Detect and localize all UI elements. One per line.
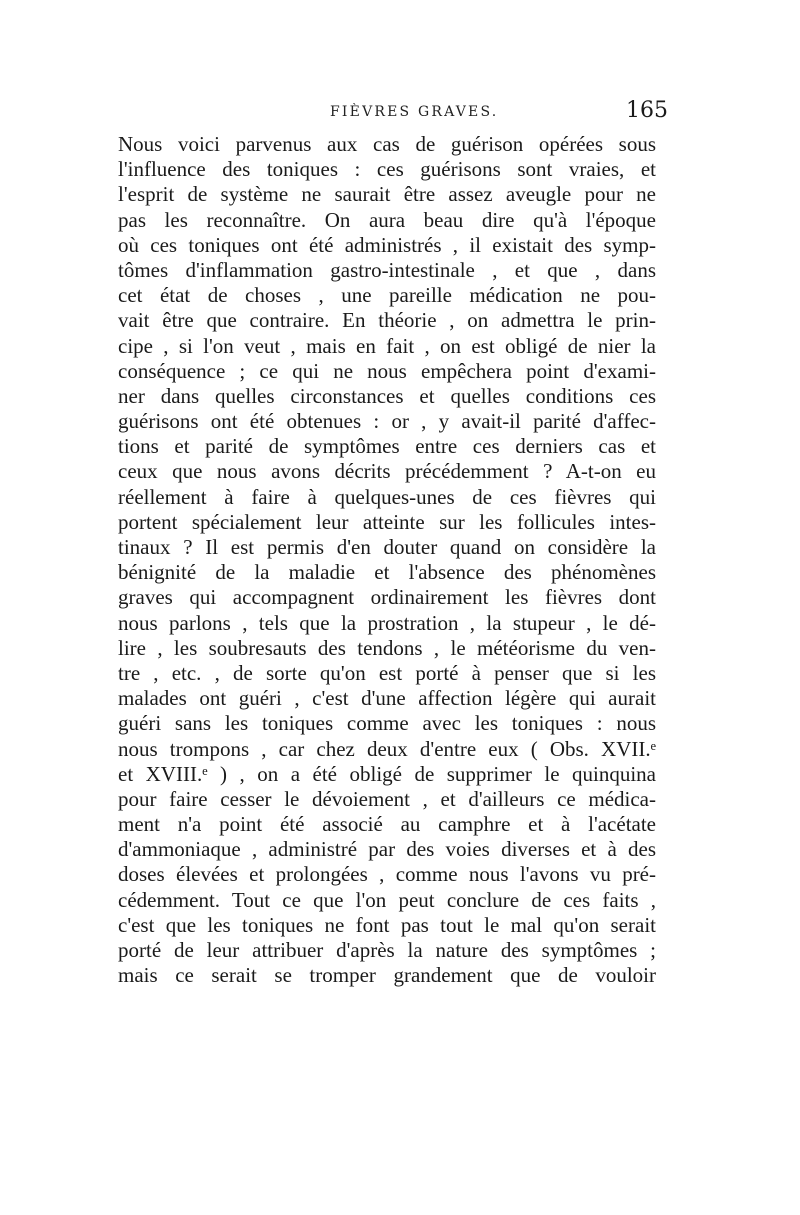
text-line: guérisons ont été obtenues : or , y avait-il parité d'affec- [118, 409, 656, 434]
text-line: pour faire cesser le dévoiement , et d'ailleurs ce médica- [118, 786, 656, 811]
text-line: vait être que contraire. En théorie , on admettra le prin- [118, 308, 656, 333]
text-line: conséquence ; ce qui ne nous empêchera point d'exami- [118, 358, 656, 383]
text-line: tômes d'inflammation gastro-intestinale , et que , dans [118, 257, 656, 282]
text-line: bénignité de la maladie et l'absence des phénomènes [118, 560, 656, 585]
text-line: tinaux ? Il est permis d'en douter quand on considère la [118, 535, 656, 559]
text-line: l'influence des toniques : ces guérisons sont vraies, et [118, 157, 656, 182]
text-line: cipe , si l'on veut , mais en fait , on est obligé de nier la [118, 333, 656, 358]
text-line: cet état de choses , une pareille médication ne pou- [118, 283, 656, 308]
text-line: mais ce serait se tromper grandement que de vouloir [118, 963, 656, 988]
page-number: 165 [626, 98, 668, 123]
body-text [118, 132, 656, 988]
text-line: c'est que les toniques ne font pas tout le mal qu'on serait [118, 912, 656, 937]
text-line: ner dans quelles circonstances et quelles conditions ces [118, 383, 656, 408]
text-line: nous parlons , tels que la prostration , la stupeur , le dé- [118, 610, 656, 635]
running-title: FIÈVRES GRAVES. [330, 104, 499, 120]
text-line: guéri sans les toniques comme avec les toniques : nous [118, 711, 656, 736]
text-line: nous trompons , car chez deux d'entre eux ( Obs. XVII.ᵉ [118, 736, 656, 761]
text-line: ment n'a point été associé au camphre et à l'acétate [118, 812, 656, 837]
text-line: réellement à faire à quelques-unes de ces fièvres qui [118, 484, 656, 509]
text-line: tre , etc. , de sorte qu'on est porté à penser que si les [118, 660, 656, 685]
text-line: et XVIII.ᵉ ) , on a été obligé de supprimer le quinquina [118, 761, 656, 786]
text-line: tions et parité de symptômes entre ces derniers cas et [118, 434, 656, 459]
text-line: doses élevées et prolongées , comme nous l'avons vu pré- [118, 862, 656, 887]
text-line: malades ont guéri , c'est d'une affection légère qui aurait [118, 686, 656, 711]
text-line: d'ammoniaque , administré par des voies diverses et à des [118, 837, 656, 862]
text-line: cédemment. Tout ce que l'on peut conclure de ces faits , [118, 887, 656, 912]
text-line: graves qui accompagnent ordinairement les fièvres dont [118, 585, 656, 610]
text-line: l'esprit de système ne saurait être assez aveugle pour ne [118, 182, 656, 207]
text-line: lire , les soubresauts des tendons , le météorisme du ven- [118, 635, 656, 660]
running-head [0, 98, 800, 126]
text-line: portent spécialement leur atteinte sur les follicules intes- [118, 509, 656, 534]
text-line: ceux que nous avons décrits précédemment ? A-t-on eu [118, 459, 656, 484]
text-line: porté de leur attribuer d'après la nature des symptômes ; [118, 938, 656, 962]
text-line: où ces toniques ont été administrés , il existait des symp- [118, 232, 656, 257]
text-line: pas les reconnaître. On aura beau dire qu'à l'époque [118, 207, 656, 232]
text-line: Nous voici parvenus aux cas de guérison opérées sous [118, 132, 656, 156]
